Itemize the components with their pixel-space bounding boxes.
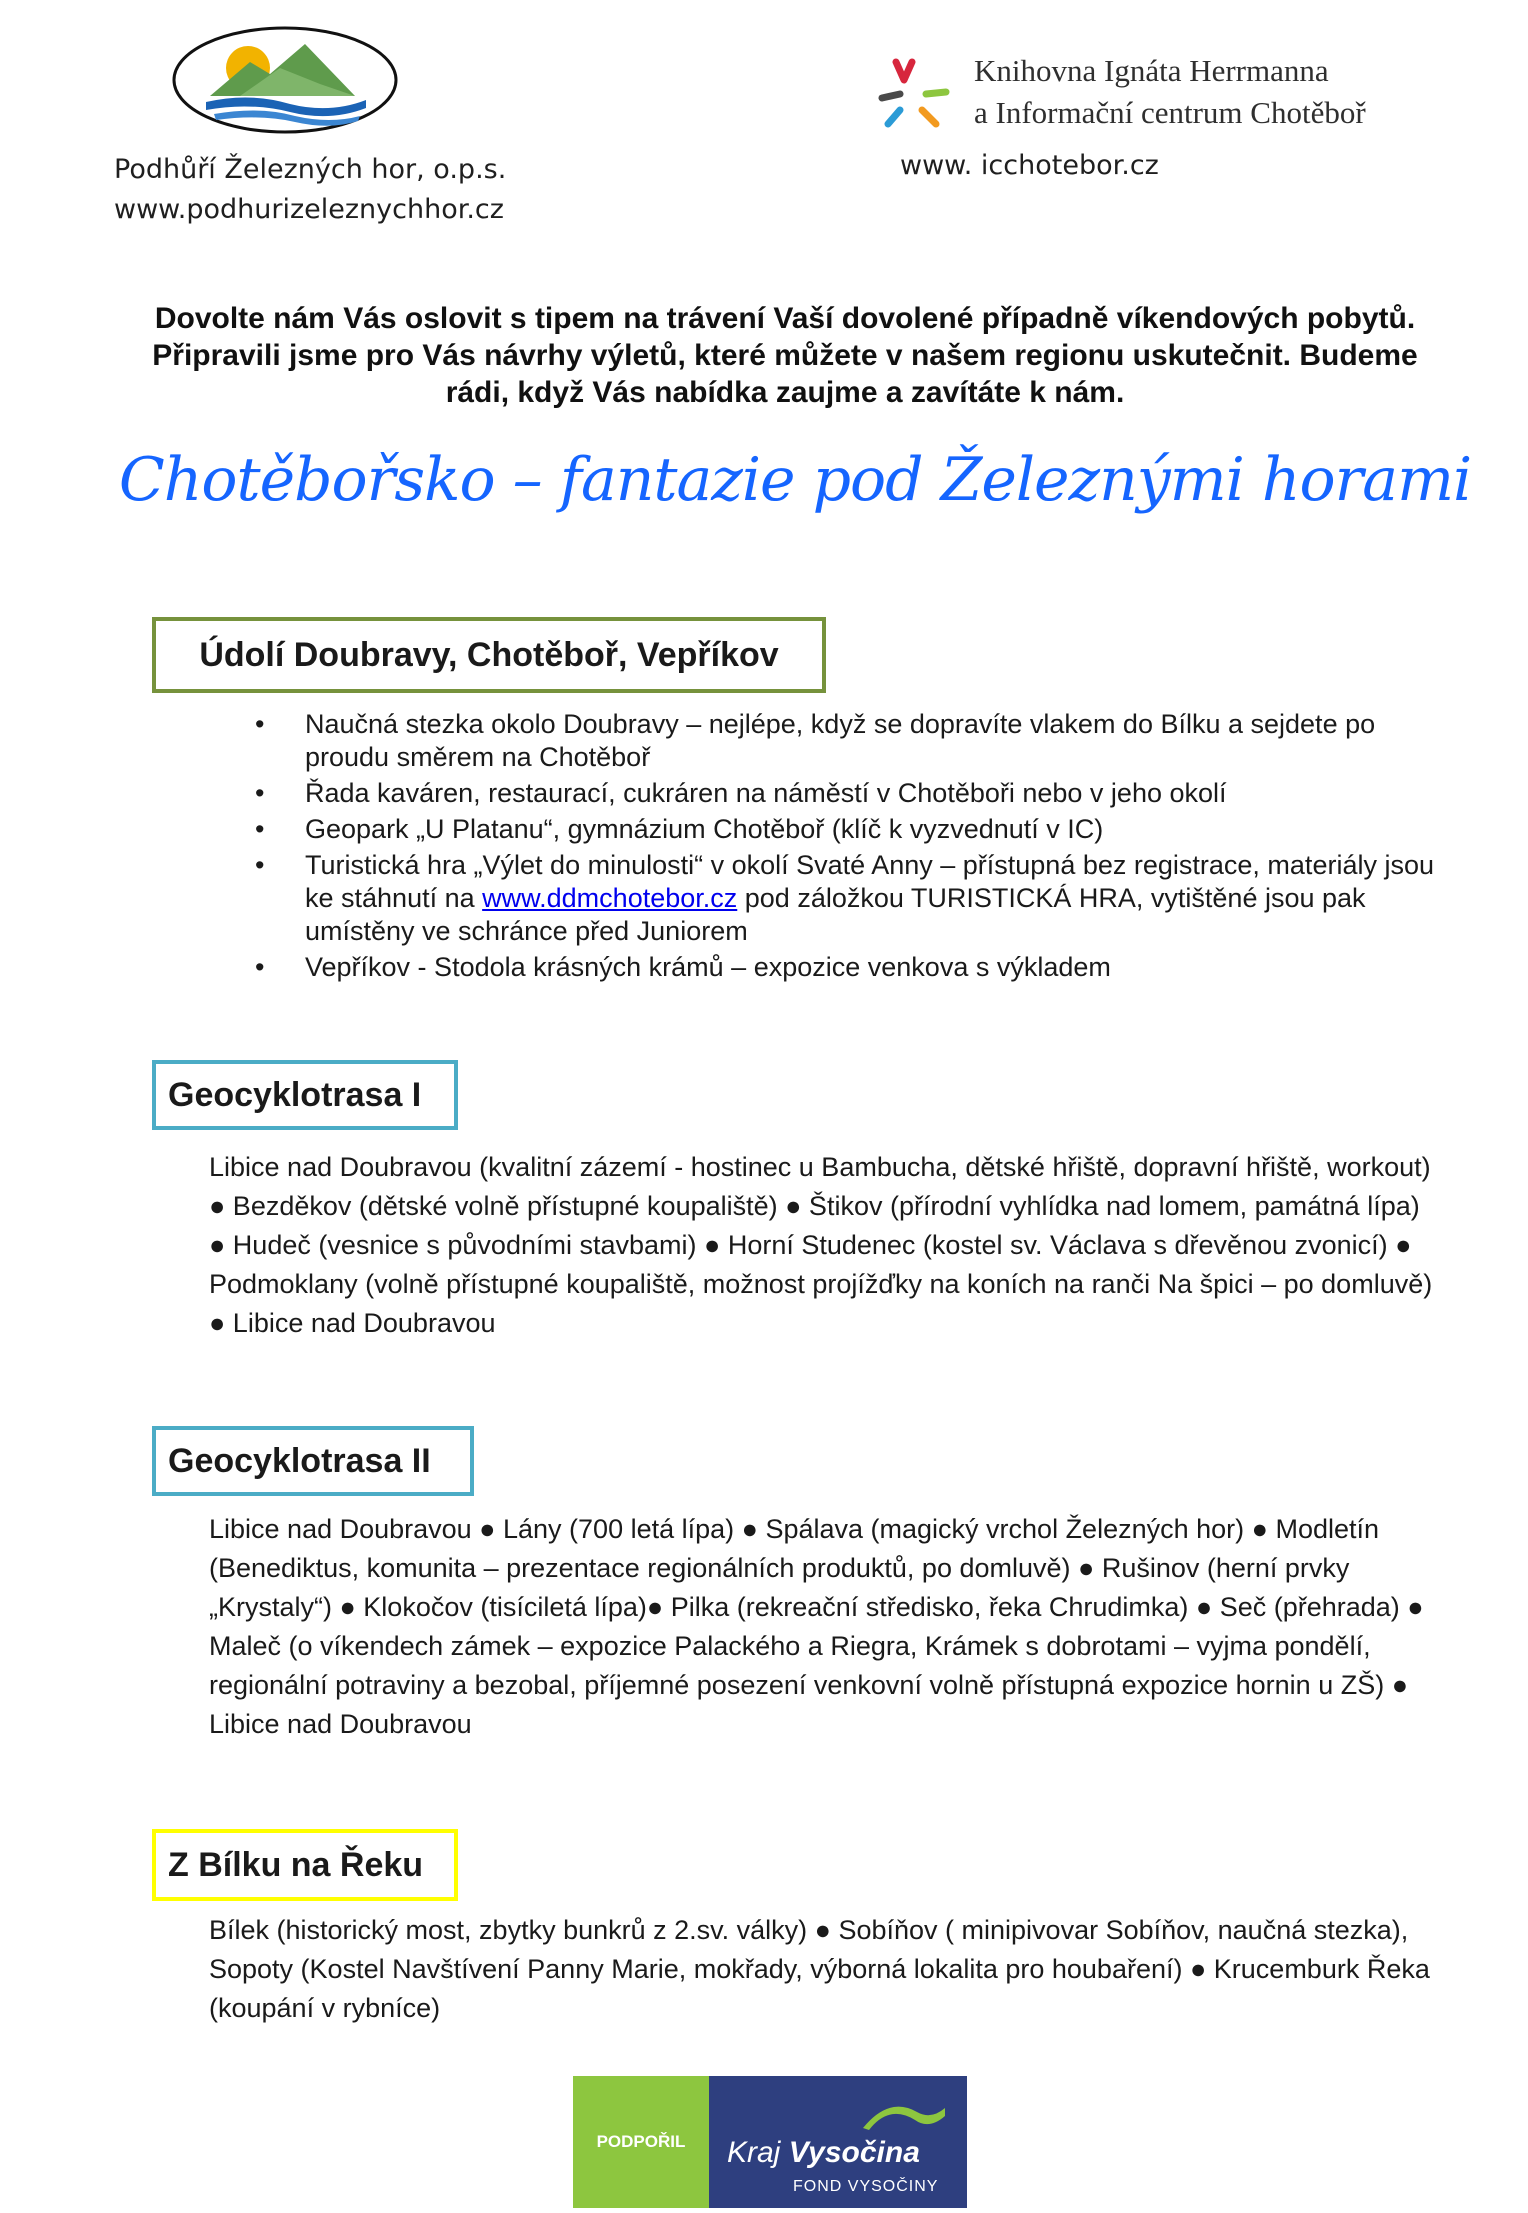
bullet-icon: • — [255, 814, 265, 844]
bullet-icon: • — [255, 778, 265, 808]
section-heading-geocyklotrasa-1 — [152, 1060, 458, 1130]
kraj-vysocina-logo — [573, 2076, 967, 2208]
vysocina-hills-icon — [859, 2090, 949, 2134]
bilek-text: Bílek (historický most, zbytky bunkrů z 2.sv. války) ● Sobíňov ( minipivovar Sobíňov, naučná stezka), Sopoty (Kostel Navštívení Panny Marie, mokřady, výborná lokalita pro houbaření) ● Krucemburk Řeka (koupání v rybníce) — [209, 1915, 1430, 2023]
org-name: Podhůří Železných hor, o.p.s. — [114, 154, 507, 185]
list-item — [255, 813, 1435, 846]
bullet-icon: • — [255, 850, 265, 880]
list-item — [255, 708, 1435, 774]
list-item — [255, 951, 1435, 984]
library-web[interactable]: www. icchotebor.cz — [900, 150, 1159, 181]
section-heading-geocyklotrasa-2 — [152, 1426, 474, 1496]
section-heading-text: Údolí Doubravy, Chotěboř, Vepříkov — [199, 635, 779, 674]
bullet-icon: • — [255, 952, 265, 982]
doubrava-bullet-list — [255, 708, 1435, 987]
intro-text: Dovolte nám Vás oslovit s tipem na trávení Vaší dovolené případně víkendových pobytů. Připravili jsme pro Vás návrhy výletů, které můžete v našem regionu uskutečnit. Budeme rádi, když Vás nabídka zaujme a zavítáte k nám. — [152, 302, 1418, 409]
supported-label: PODPOŘIL — [573, 2076, 709, 2208]
list-item-text: Vepříkov - Stodola krásných krámů – expozice venkova s výkladem — [305, 952, 1111, 982]
list-item-text: Naučná stezka okolo Doubravy – nejlépe, když se dopravíte vlakem do Bílku a sejdete po proudu směrem na Chotěboř — [305, 709, 1376, 772]
section-heading-text: Z Bílku na Řeku — [168, 1845, 424, 1884]
kraj-text — [727, 2136, 920, 2170]
list-item — [255, 849, 1435, 948]
section-heading-bilek — [152, 1829, 458, 1901]
section-heading-text: Geocyklotrasa II — [168, 1441, 431, 1480]
kraj-word: Kraj — [727, 2136, 781, 2169]
library-name-line1: Knihovna Ignáta Herrmanna — [974, 53, 1329, 88]
list-item-text: Geopark „U Platanu“, gymnázium Chotěboř (klíč k vyzvednutí v IC) — [305, 814, 1104, 844]
org-web[interactable]: www.podhurizeleznychhor.cz — [114, 194, 504, 225]
list-item-text: Turistická hra „Výlet do minulosti“ v okolí Svaté Anny – přístupná bez registrace, materiály jsou ke stáhnutí na — [305, 850, 1434, 913]
geocyklotrasa-2-text: Libice nad Doubravou ● Lány (700 letá lípa) ● Spálava (magický vrchol Železných hor) ● Modletín (Benediktus, komunita – prezentace regionálních produktů, po domluvě) ● Rušinov (herní prvky „Krystaly“) ● Klokočov (tisíciletá lípa)● Pilka (rekreační středisko, řeka Chrudimka) ● Seč (přehrada) ● Maleč (o víkendech zámek – expozice Palackého a Riegra, Krámek s dobrotami – vyjma pondělí, regionální potraviny a bezobal, příjemné posezení venkovní volně přístupná expozice hornin u ZŠ) ● Libice nad Doubravou — [209, 1514, 1424, 1739]
section-heading-doubrava — [152, 617, 826, 693]
fond-text: FOND VYSOČINY — [793, 2178, 939, 2195]
list-item — [255, 777, 1435, 810]
ddm-link[interactable]: www.ddmchotebor.cz — [482, 883, 738, 913]
geocyklotrasa-1-text: Libice nad Doubravou (kvalitní zázemí - hostinec u Bambucha, dětské hřiště, dopravní hřiště, workout) ● Bezděkov (dětské volně přístupné koupaliště) ● Štikov (přírodní vyhlídka nad lomem, památná lípa) ● Hudeč (vesnice s původními stavbami) ● Horní Studenec (kostel sv. Václava s dřevěnou zvonicí) ● Podmoklany (volně přístupné koupaliště, možnost projížďky na koních na ranči Na špici – po domluvě) ● Libice nad Doubravou — [209, 1152, 1433, 1338]
library-name-line2: a Informační centrum Chotěboř — [974, 95, 1366, 130]
vysocina-word: Vysočina — [788, 2136, 920, 2169]
kraj-vysocina-panel — [709, 2076, 967, 2208]
section-heading-text: Geocyklotrasa I — [168, 1075, 422, 1114]
page-title: Chotěbořsko – fantazie pod Železnými horami — [118, 445, 1472, 515]
bullet-icon: • — [255, 709, 265, 739]
org-info — [114, 150, 506, 230]
list-item-text-cont: pod záložkou TURISTICKÁ HRA, vytištěné jsou pak umístěny ve schránce před Juniorem — [305, 883, 1366, 946]
library-logo-icon — [878, 58, 950, 130]
list-item-text: Řada kaváren, restaurací, cukráren na náměstí v Chotěboři nebo v jeho okolí — [305, 778, 1227, 808]
library-name — [974, 50, 1366, 134]
podhuri-logo-icon — [170, 22, 400, 138]
